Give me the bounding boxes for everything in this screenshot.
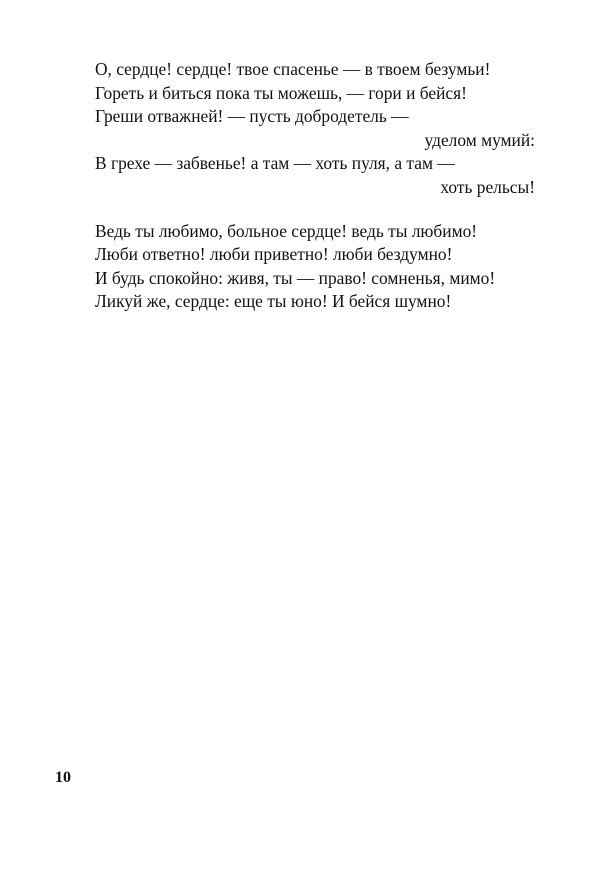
poem-line: Ликуй же, сердце: еще ты юно! И бейся шумно! [95,291,452,312]
poem-line: О, сердце! сердце! твое спасенье — в твоем безумьи! [95,59,491,79]
poem-line: Люби ответно! люби приветно! люби бездумно! [95,244,453,265]
poem-line: В грехе — забвенье! а там — хоть пуля, а там — [95,153,455,174]
poem-line-continuation: хоть рельсы! [440,176,535,197]
poem [95,58,535,334]
poem-line: Греши отважней! — пусть добродетель — [95,106,409,127]
poem-line-continuation: уделом мумий: [424,129,535,150]
poem-line: Гореть и биться пока ты можешь, — гори и бейся! [95,82,467,103]
page-number: 10 [55,769,71,786]
stanza-1 [95,58,535,200]
stanza-2 [95,220,535,314]
poem-line: И будь спокойно: живя, ты — право! сомненья, мимо! [95,267,496,288]
poem-line: Ведь ты любимо, больное сердце! ведь ты любимо! [95,220,478,241]
